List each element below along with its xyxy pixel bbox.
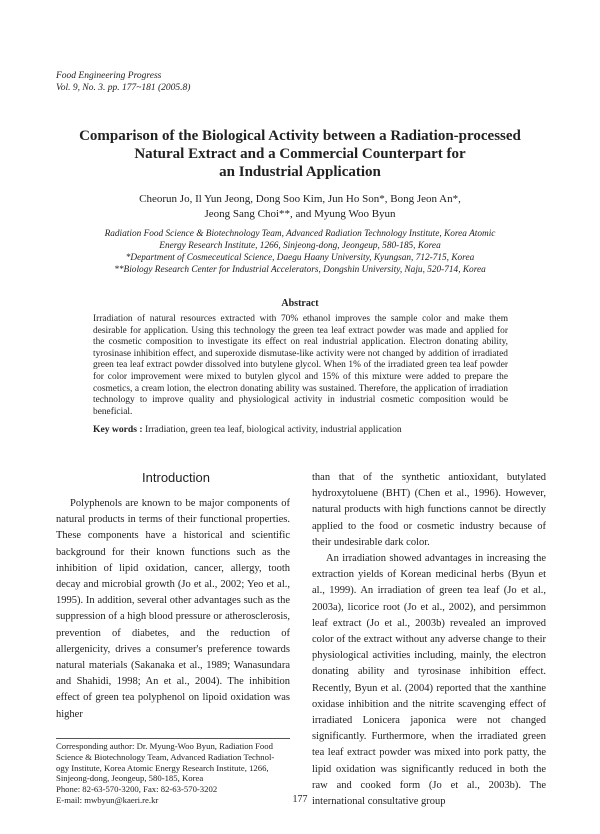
keywords-label: Key words : <box>93 424 143 435</box>
authors-line-1: Cheorun Jo, Il Yun Jeong, Dong Soo Kim, Jun Ho Son*, Bong Jeon An*, <box>139 193 461 205</box>
affiliation-line-4: **Biology Research Center for Industrial Accelerators, Dongshin University, Naju, 520-714, Korea <box>114 265 486 275</box>
intro-paragraph-2: An irradiation showed advantages in increasing the extraction yields of Korean medicinal herbs (Byun et al., 1999). An irradiation of green tea leaf (Jo et al., 2003a), licorice root (Jo et al., 2002), and persimmon leaf extract (Jo et al., 2003b) revealed an improved color of the extract without any adverse change to their physiological activities including, mainly, the electron donating ability and tyrosinase inhibition effect. Recently, Byun et al. (2004) reported that the xanthine oxidase inhibition and the nitrite scavenging effect of irradiated Lonicera japonica were not changed significantly. Furthermore, when the irradiated green tea leaf extract powder was mixed into pork patty, the lipid oxidation was significantly reduced in both the raw and cooked form (Jo et al., 2003b). The international consultative group <box>312 553 546 808</box>
footnote-line-3: ogy Institute, Korea Atomic Energy Research Institute, 1266, <box>56 762 269 773</box>
journal-header <box>56 70 190 94</box>
footnote-divider <box>56 738 290 739</box>
paper-title <box>60 127 540 181</box>
footnote-line-4: Sinjeong-dong, Jeongeup, 580-185, Korea <box>56 773 204 784</box>
keywords-list: Irradiation, green tea leaf, biological activity, industrial application <box>144 424 402 435</box>
right-column <box>312 470 546 810</box>
author-list <box>60 192 540 222</box>
affiliation-line-2: Energy Research Institute, 1266, Sinjeong-dong, Jeongeup, 580-185, Korea <box>159 241 441 251</box>
title-line-1: Comparison of the Biological Activity between a Radiation-processed <box>79 128 521 144</box>
page-number: 177 <box>292 794 308 805</box>
intro-paragraph-1: Polyphenols are known to be major components of natural products in terms of their functional properties. These components have a historical and scientific background for their known functions such as the inhibition of lipid oxidation, cancer, allergy, tooth decay and microbial growth (Jo et al., 2002; Yeo et al., 1995). In addition, several other advantages such as the suppression of a high blood pressure or atherosclerosis, prevention of diabetes, and the reduction of allergenicity, drives a consumer's preference towards natural materials (Sakanaka et al., 1989; Wanasundara and Shahidi, 1998; An et al., 2004). The inhibition effect of green tea polyphenol on lipoid oxidation was higher <box>56 498 290 720</box>
title-line-2: Natural Extract and a Commercial Counterpart for <box>134 146 466 162</box>
title-line-3: an Industrial Application <box>219 164 381 180</box>
keywords <box>93 424 508 435</box>
footnote-line-6: E-mail: mwbyun@kaeri.re.kr <box>56 794 159 805</box>
journal-name: Food Engineering Progress <box>56 71 162 81</box>
authors-line-2: Jeong Sang Choi**, and Myung Woo Byun <box>204 208 396 220</box>
footnote-line-1: Corresponding author: Dr. Myung-Woo Byun, Radiation Food <box>56 741 273 751</box>
affiliation-line-1: Radiation Food Science & Biotechnology Team, Advanced Radiation Technology Institute, Korea Atomic <box>104 229 496 239</box>
footnote-line-2: Science & Biotechnology Team, Advanced Radiation Technol- <box>56 751 275 762</box>
abstract-heading: Abstract <box>281 298 319 309</box>
footnote-line-5: Phone: 82-63-570-3200, Fax: 82-63-570-3202 <box>56 784 218 795</box>
affiliation-line-3: *Department of Cosmeceutical Science, Daegu Haany University, Kyungsan, 712-715, Korea <box>125 253 475 263</box>
affiliations <box>60 228 540 276</box>
introduction-heading: Introduction <box>142 470 210 485</box>
journal-volume: Vol. 9, No. 3. pp. 177~181 (2005.8) <box>56 83 191 93</box>
left-column <box>56 496 290 723</box>
abstract-text: Irradiation of natural resources extracted with 70% ethanol improves the sample color and make them desirable for application. Using this technology the green tea leaf extract powder was made and applied for the cosmetic composition to investigate its effect on real industrial application. Electron donating ability, tyrosinase inhibition effect, and superoxide dismutase-like activity were not changed by addition of irradiated green tea leaf extract powder dissolved into butylene glycol. When 1% of the irradiated green tea leaf powder for color improvement were mixed to butylen glycol and 15% of this mixture were added to prepare the cosmetics, a cream lotion, the electron donating ability was sustained. Therefore, the application of irradiation technology to improve quality and physiological activity in industrial cosmetic composition would be beneficial. <box>93 314 508 417</box>
intro-paragraph-1-continued: than that of the synthetic antioxidant, butylated hydroxytoluene (BHT) (Chen et al., 1996). However, natural products with high functions cannot be directly applied to the food or cosmetic industry because of their undesirable dark color. <box>312 472 546 548</box>
